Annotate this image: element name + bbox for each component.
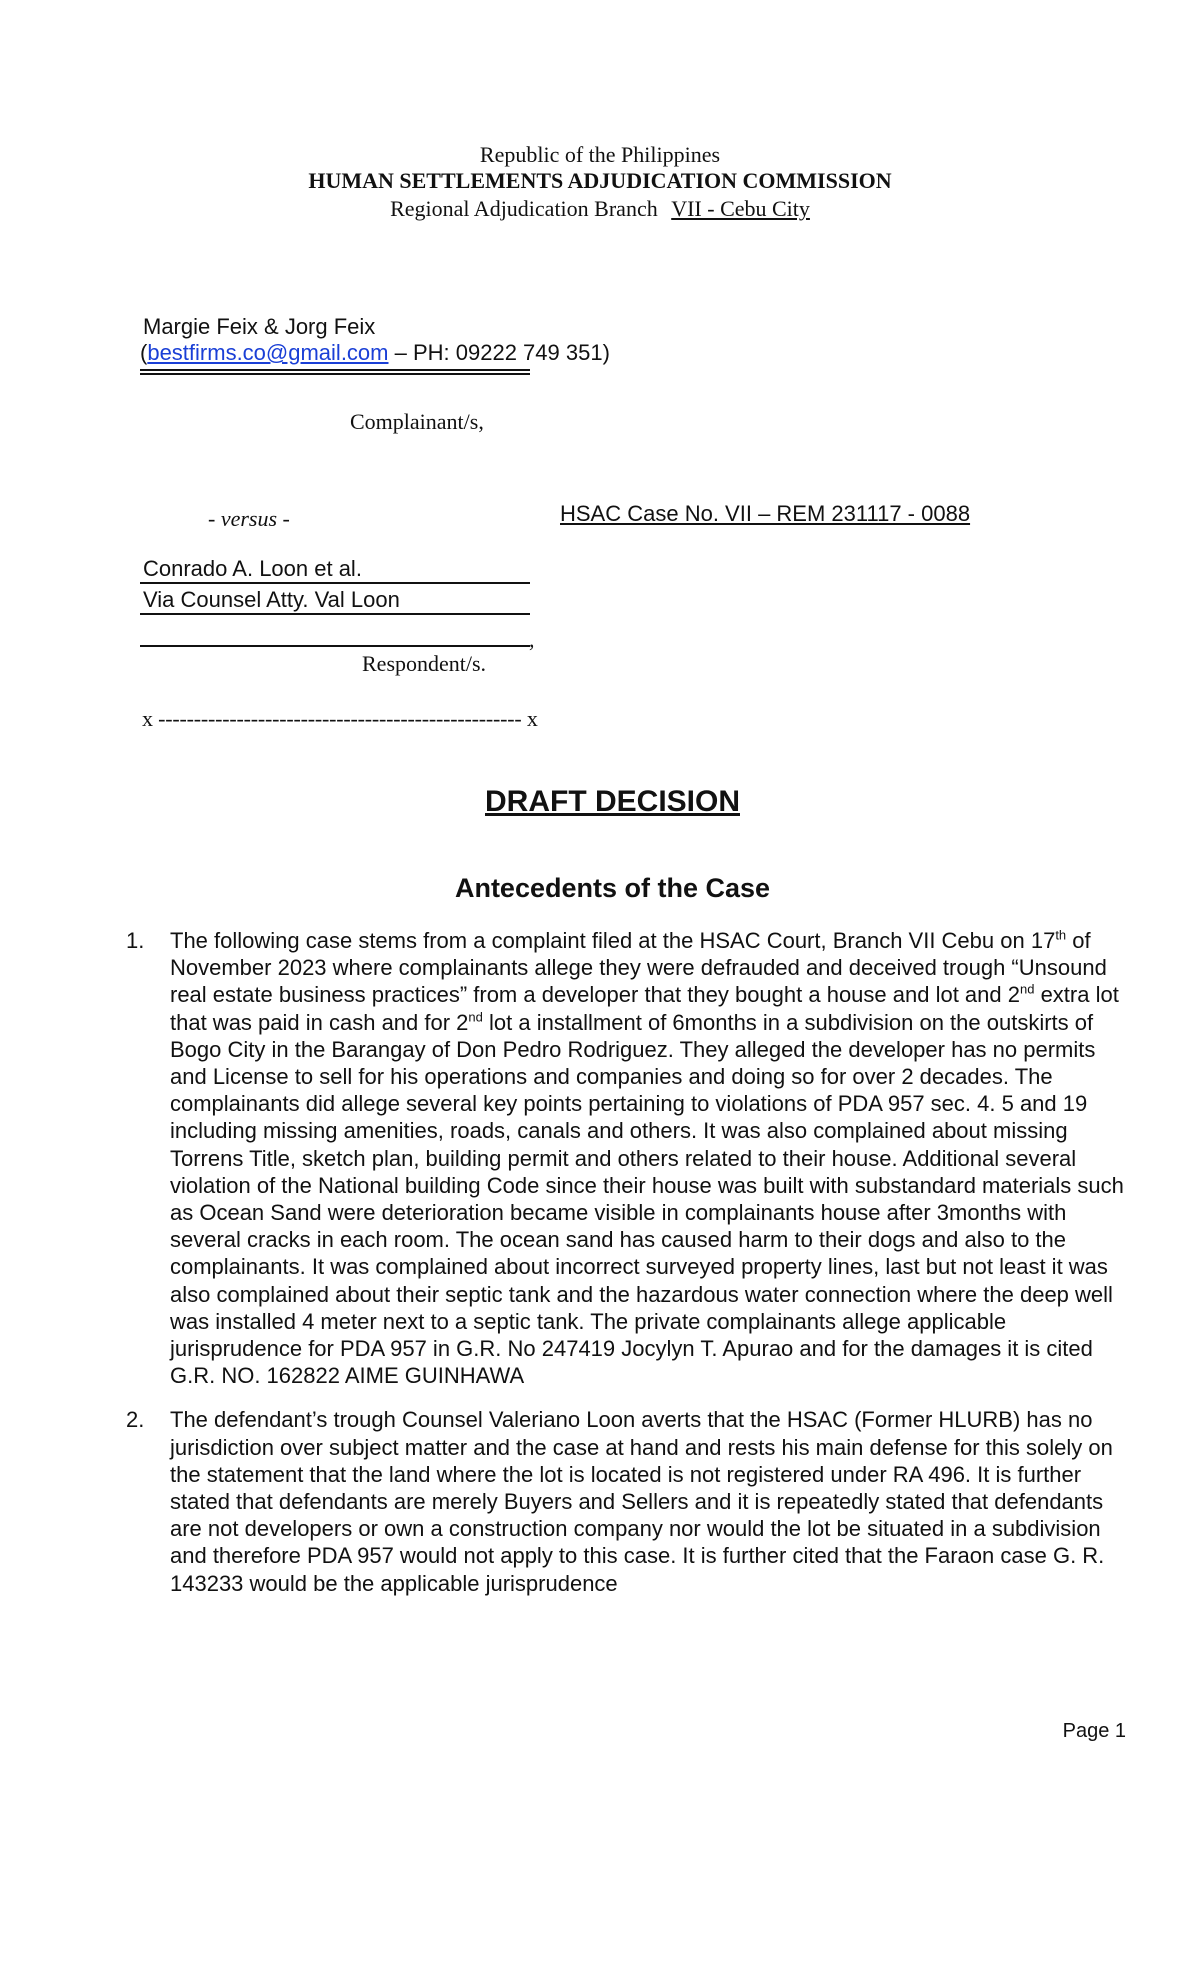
header-branch-location: VII - Cebu City: [671, 196, 810, 221]
paragraph-1-part-2: of November 2023 where complainants allege they were defrauded and deceived trough “Unsound real estate business practices” from a developer that they bought a house and lot and 2: [170, 928, 1107, 1008]
header-branch-prefix: Regional Adjudication Branch: [390, 196, 658, 221]
complainant-contact: [140, 339, 610, 366]
respondent-underline-3: [140, 645, 530, 647]
paragraph-1-part-1: The following case stems from a complaint filed at the HSAC Court, Branch VII Cebu on 17: [170, 928, 1056, 953]
complainant-names: Margie Feix & Jorg Feix: [143, 314, 376, 339]
respondent-line-2: Via Counsel Atty. Val Loon: [143, 587, 400, 612]
case-number: HSAC Case No. VII – REM 231117 - 0088: [560, 501, 971, 526]
paragraph-1-part-3: extra lot that was paid in cash and for 2: [170, 982, 1119, 1035]
respondent-label: Respondent/s.: [362, 651, 487, 676]
header-republic: Republic of the Philippines: [479, 142, 721, 167]
complainant-email-link[interactable]: bestfirms.co@gmail.com: [147, 340, 389, 365]
ordinal-superscript: nd: [468, 1009, 483, 1025]
contact-underline: [140, 369, 530, 371]
header-commission: HUMAN SETTLEMENTS ADJUDICATION COMMISSION: [308, 168, 892, 193]
respondent-line-1: Conrado A. Loon et al.: [143, 556, 362, 581]
header-branch: [0, 195, 1200, 222]
complainant-label: Complainant/s,: [350, 409, 484, 434]
document-title: DRAFT DECISION: [485, 785, 740, 818]
paragraph-text: The defendant’s trough Counsel Valeriano Loon averts that the HSAC (Former HLURB) has no jurisdiction over subject matter and the case at hand and rests his main defense for this solely on the statement that the land where the lot is located is not registered under RA 496. It is further stated that defendants are merely Buyers and Sellers and it is repeatedly stated that defendants are not developers or own a construction company nor would the lot be situated in a subdivision and therefore PDA 957 would not apply to this case. It is further cited that the Faraon case G. R. 143233 would be the applicable jurisprudence: [170, 1407, 1113, 1596]
item-number: 2.: [126, 1407, 145, 1433]
section-title: Antecedents of the Case: [454, 873, 771, 903]
paragraph-text: [170, 928, 1124, 1388]
respondent-underline-1: [140, 582, 530, 584]
complainant-phone: – PH: 09222 749 351): [394, 340, 610, 365]
paragraph-1-part-4: lot a installment of 6months in a subdivision on the outskirts of Bogo City in the Barangay of Don Pedro Rodriguez. They alleged the developer has no permits and License to sell for his operations and companies and doing so for over 2 decades. The complainants did allege several key points pertaining to violations of PDA 957 sec. 4. 5 and 19 including missing amenities, roads, canals and others. It was also complained about missing Torrens Title, sketch plan, building permit and others related to their house. Additional several violation of the National building Code since their house was built with substandard materials such as Ocean Sand were deterioration became visible in complainants house after 3months with several cracks in each room. The ocean sand has caused harm to their dogs and also to the complainants. It was complained about incorrect surveyed property lines, last but not least it was also complained about their septic tank and the hazardous water connection where the deep well was installed 4 meter next to a septic tank. The private complainants allege applicable jurisprudence for PDA 957 in G.R. No 247419 Jocylyn T. Apurao and for the damages it is cited G.R. NO. 162822 AIME GUINHAWA: [170, 1009, 1124, 1389]
list-item: [126, 1406, 1135, 1596]
item-number: 1.: [126, 928, 145, 953]
page-number: Page 1: [1062, 1720, 1126, 1742]
respondent-comma: ,: [529, 627, 535, 652]
contact-open-paren: (: [140, 340, 148, 365]
contact-underline-2: [140, 373, 530, 375]
list-item: [126, 927, 1135, 1389]
respondent-underline-2: [140, 613, 530, 615]
antecedents-list: [126, 927, 1135, 1614]
versus-label: - versus -: [208, 506, 290, 531]
ordinal-superscript: th: [1055, 927, 1067, 943]
caption-separator: x --------------------------------------------------- x: [142, 706, 538, 731]
ordinal-superscript: nd: [1019, 982, 1035, 998]
